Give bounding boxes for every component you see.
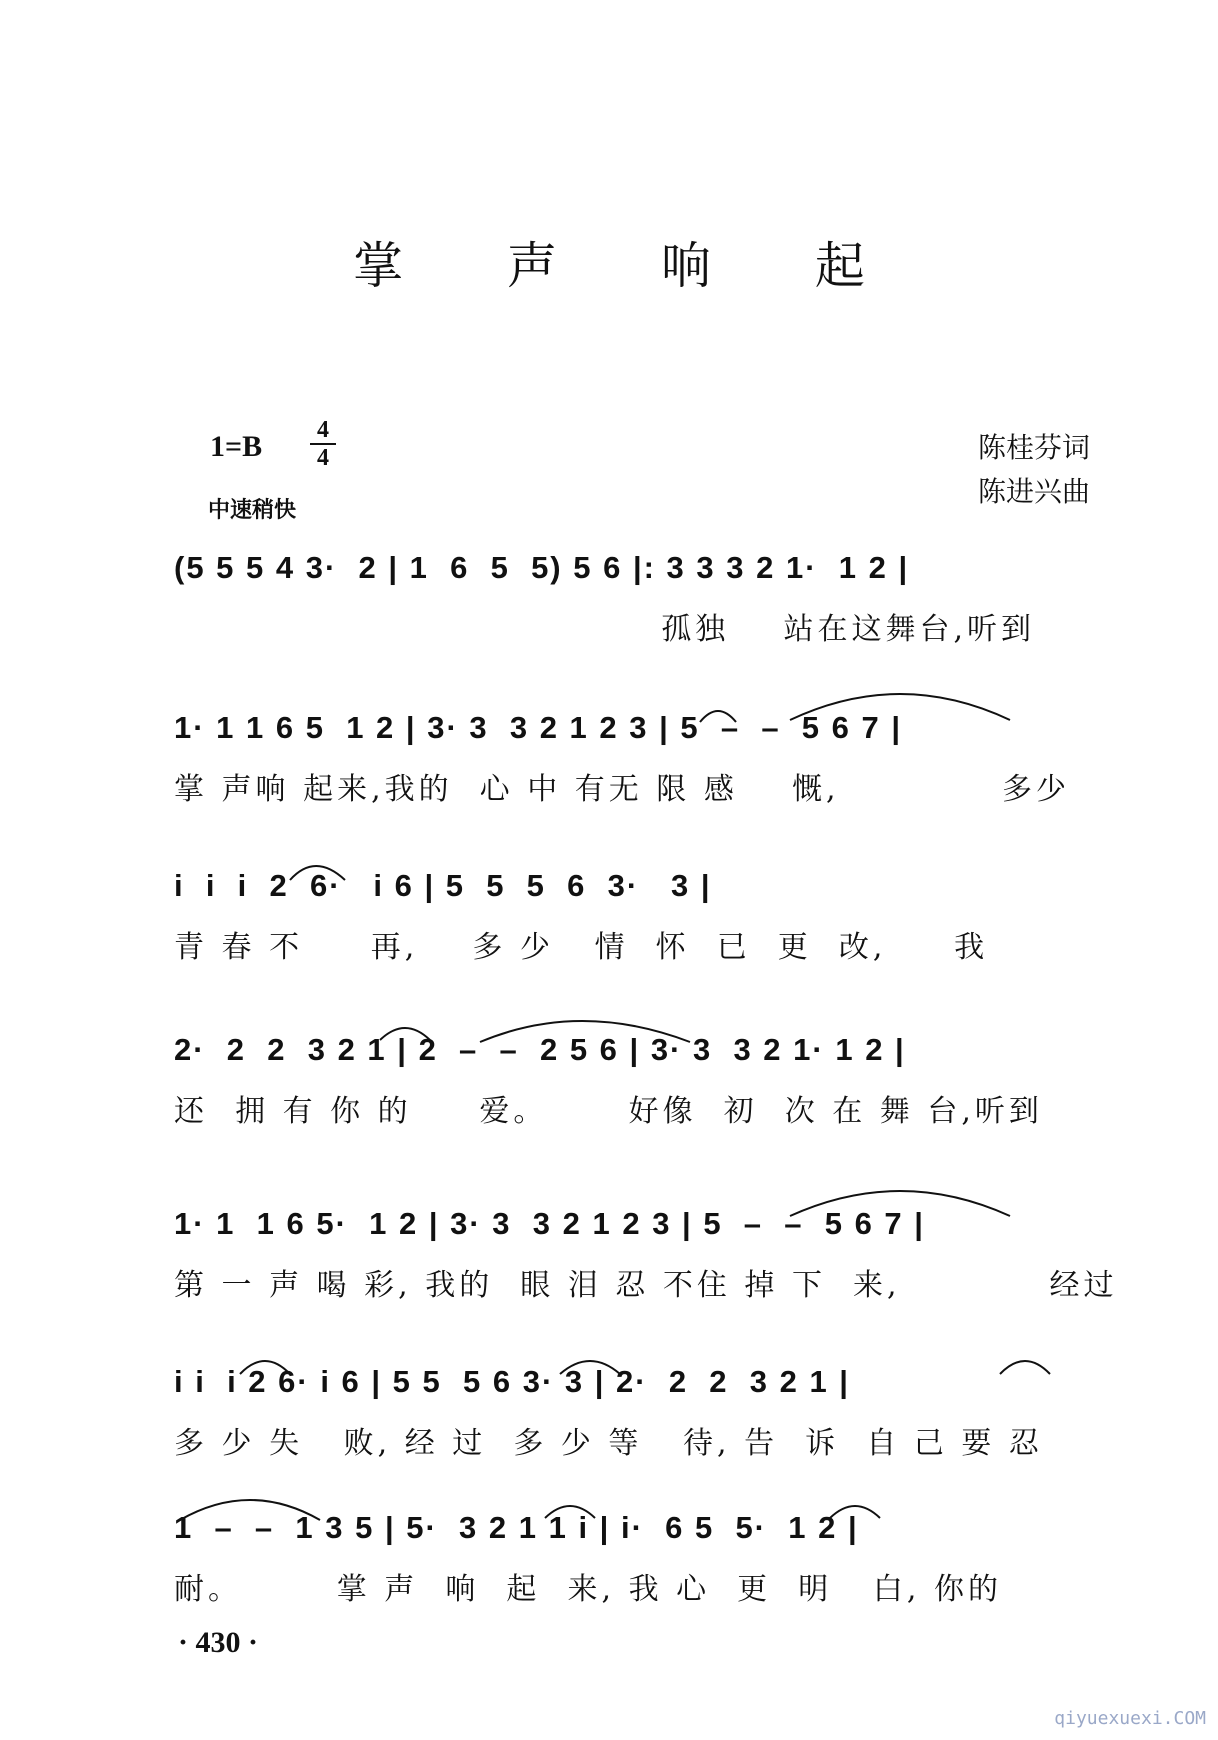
lyrics-line: 多 少 失 败, 经 过 多 少 等 待, 告 诉 自 己 要 忍 <box>174 1426 1043 1461</box>
time-signature-bottom: 4 <box>317 445 329 471</box>
notation-line: (5 5 5 4 3· 2 | 1 6 5 5) 5 6 |: 3 3 3 2 1· 1 2 | <box>174 550 910 585</box>
lyrics-line: 青 春 不 再, 多 少 情 怀 已 更 改, 我 <box>174 930 989 965</box>
lyrics-line: 掌 声响 起来,我的 心 中 有无 限 感 慨, 多少 <box>174 772 1070 807</box>
time-signature <box>310 418 336 470</box>
lyrics-line: 第 一 声 喝 彩, 我的 眼 泪 忍 不住 掉 下 来, 经过 <box>174 1268 1118 1303</box>
page-number: · 430 · <box>178 1626 259 1659</box>
watermark: qiyuexuexi.COM <box>1054 1708 1206 1729</box>
lyrics-line: 还 拥 有 你 的 爱。 好像 初 次 在 舞 台,听到 <box>174 1094 1043 1129</box>
notation-line: i i i 2 6· i 6 | 5 5 5 6 3· 3 | <box>174 868 712 903</box>
time-signature-top: 4 <box>317 417 329 443</box>
slur-mark <box>1000 1361 1050 1374</box>
lyrics-line: 耐。 掌 声 响 起 来, 我 心 更 明 白, 你的 <box>174 1572 1002 1607</box>
song-title: 掌 声 响 起 <box>353 237 909 295</box>
tempo-marking: 中速稍快 <box>208 498 297 523</box>
notation-line: 1 – – 1 3 5 | 5· 3 2 1 1 i | i· 6 5 5· 1 2 | <box>174 1510 859 1545</box>
composer-credit: 陈进兴曲 <box>977 475 1090 508</box>
notation-line: i i i 2 6· i 6 | 5 5 5 6 3· 3 | 2· 2 2 3 2 1 | <box>174 1364 850 1399</box>
notation-line: 1· 1 1 6 5 1 2 | 3· 3 3 2 1 2 3 | 5 – – 5 6 7 | <box>174 710 903 745</box>
notation-line: 2· 2 2 3 2 1 | 2 – – 2 5 6 | 3· 3 3 2 1· 1 2 | <box>174 1032 906 1067</box>
key-signature: 1=B <box>210 430 263 463</box>
lyrics-line: 孤独 站在这舞台,听到 <box>174 612 1035 647</box>
lyricist-credit: 陈桂芬词 <box>977 431 1090 464</box>
notation-line: 1· 1 1 6 5· 1 2 | 3· 3 3 2 1 2 3 | 5 – – 5 6 7 | <box>174 1206 925 1241</box>
